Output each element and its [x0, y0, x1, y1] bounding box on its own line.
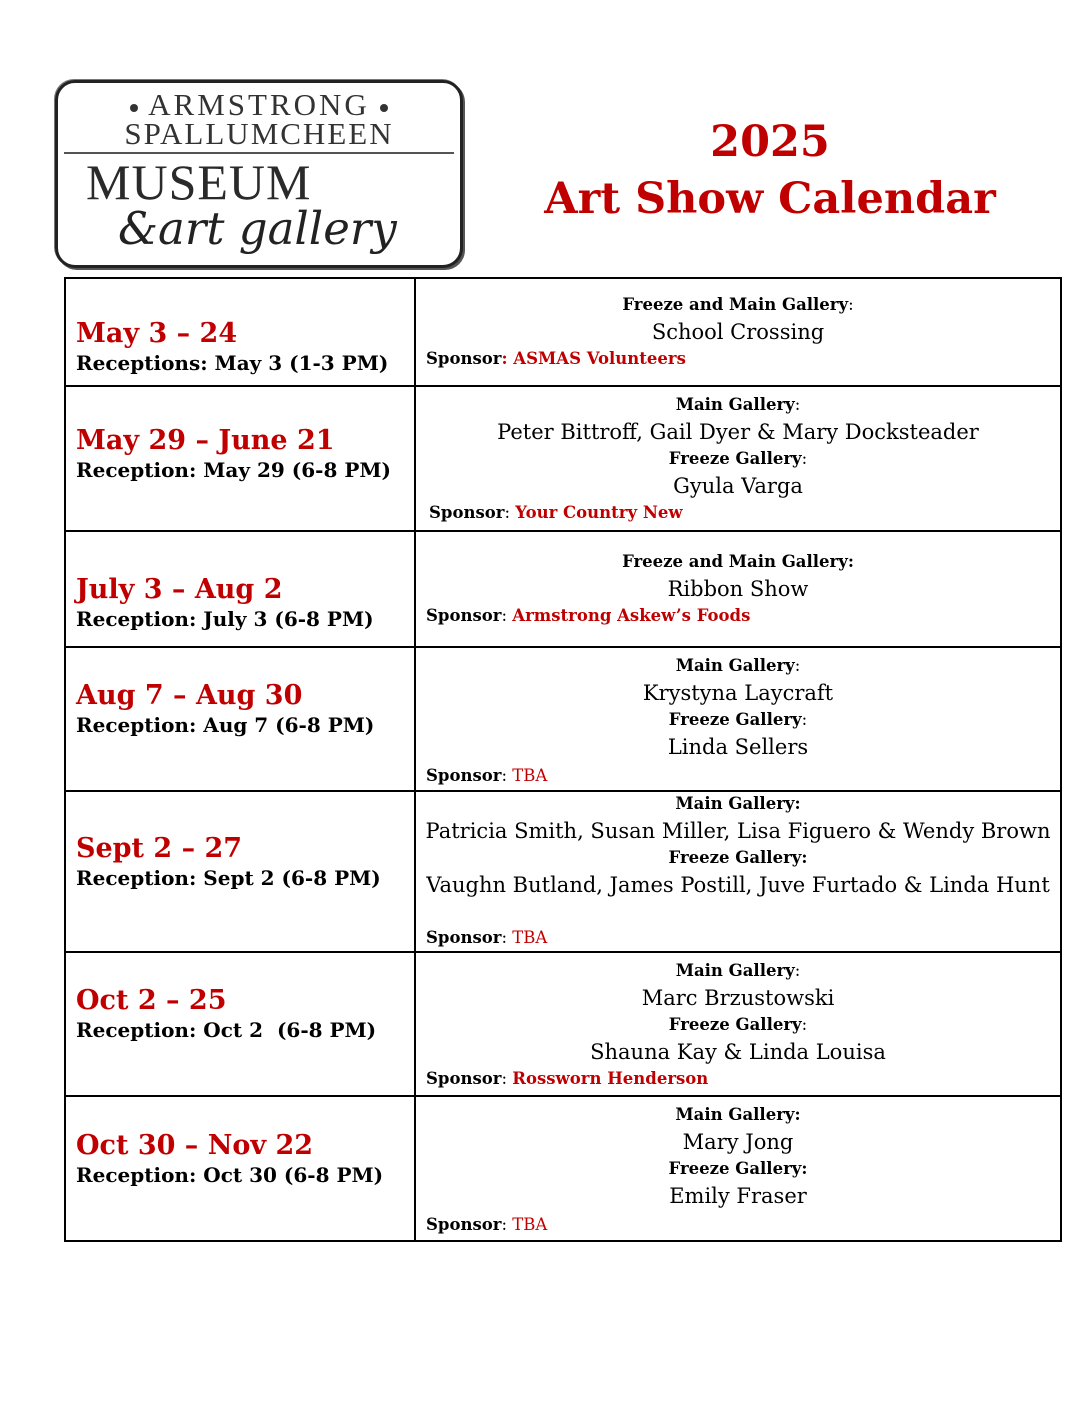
logo-line-armstrong: ARMSTRONG: [58, 89, 460, 120]
date-range: May 3 – 24: [76, 318, 238, 349]
table-row: [65, 647, 1061, 791]
show-info-cell: [415, 791, 1061, 952]
date-range: Oct 30 – Nov 22: [76, 1129, 314, 1161]
table-row: [65, 531, 1061, 647]
sponsor-line: Sponsor: Your Country New: [429, 503, 683, 522]
artist-name: Linda Sellers: [667, 735, 809, 759]
reception-time: Reception: July 3 (6-8 PM): [76, 607, 374, 631]
artist-name: Patricia Smith, Susan Miller, Lisa Figuero & Wendy Brown: [425, 819, 1051, 843]
logo-line-museum: MUSEUM: [86, 154, 312, 210]
artist-name: Mary Jong: [682, 1130, 794, 1154]
sponsor-line: Sponsor: TBA: [426, 928, 548, 947]
artist-name: Vaughn Butland, James Postill, Juve Furtado & Linda Hunt: [426, 873, 1050, 897]
artist-name: Emily Fraser: [669, 1184, 807, 1208]
page-title: Art Show Calendar: [544, 174, 996, 224]
reception-time: Reception: May 29 (6-8 PM): [76, 457, 391, 482]
date-cell: [65, 278, 415, 386]
artist-name: School Crossing: [651, 320, 825, 344]
date-cell: [65, 791, 415, 952]
artist-name: Gyula Varga: [673, 474, 803, 498]
artist-name: Ribbon Show: [667, 577, 809, 601]
reception-time: Reception: Sept 2 (6-8 PM): [76, 865, 381, 890]
date-range: May 29 – June 21: [76, 424, 335, 456]
reception-time: Reception: Oct 30 (6-8 PM): [76, 1162, 384, 1187]
date-cell: [65, 647, 415, 791]
date-range: Sept 2 – 27: [76, 832, 243, 864]
sponsor-line: Sponsor: ASMAS Volunteers: [426, 349, 686, 368]
sponsor-line: Sponsor: TBA: [426, 766, 548, 785]
reception-time: Receptions: May 3 (1-3 PM): [76, 351, 389, 375]
sponsor-line: Sponsor: Rossworn Henderson: [426, 1069, 709, 1088]
show-info-cell: [415, 531, 1061, 647]
date-range: Aug 7 – Aug 30: [76, 680, 303, 711]
date-cell: [65, 952, 415, 1096]
table-row: [65, 952, 1061, 1096]
table-row: [65, 278, 1061, 386]
show-info-cell: [415, 647, 1061, 791]
sponsor-name: TBA: [512, 766, 548, 785]
date-cell: [65, 531, 415, 647]
reception-time: Reception: Oct 2 (6-8 PM): [76, 1018, 377, 1042]
gallery-label: Freeze Gallery:: [668, 1159, 808, 1178]
reception-time: Reception: Aug 7 (6-8 PM): [76, 713, 375, 737]
gallery-label: Main Gallery:: [675, 961, 801, 980]
date-cell: [65, 386, 415, 531]
gallery-label: Freeze Gallery:: [668, 848, 808, 867]
artist-name: Peter Bittroff, Gail Dyer & Mary Docksteader: [497, 420, 979, 444]
museum-logo: [55, 80, 463, 268]
date-range: July 3 – Aug 2: [76, 574, 283, 605]
sponsor-line: Sponsor: Armstrong Askew’s Foods: [426, 606, 751, 625]
artist-name: Marc Brzustowski: [641, 986, 835, 1010]
sponsor-name: TBA: [512, 928, 548, 947]
show-info-cell: [415, 278, 1061, 386]
sponsor-name: Armstrong Askew’s Foods: [512, 606, 751, 625]
gallery-label: Main Gallery:: [675, 1105, 801, 1124]
gallery-label: Freeze and Main Gallery:: [622, 295, 854, 314]
gallery-label: Freeze Gallery:: [668, 1015, 808, 1034]
logo-line-spallumcheen: SPALLUMCHEEN: [124, 116, 394, 151]
title-year: 2025: [710, 117, 830, 167]
gallery-label: Freeze Gallery:: [668, 710, 808, 729]
show-info-cell: [415, 952, 1061, 1096]
gallery-label: Freeze Gallery:: [668, 449, 808, 468]
artist-name: Shauna Kay & Linda Louisa: [590, 1040, 886, 1064]
table-row: [65, 791, 1061, 952]
logo-dot-left: [130, 104, 138, 112]
gallery-label: Main Gallery:: [675, 794, 801, 813]
table-row: [65, 1096, 1061, 1241]
sponsor-name: Rossworn Henderson: [512, 1069, 709, 1088]
sponsor-name: Your Country New: [515, 503, 683, 522]
show-info-cell: [415, 386, 1061, 531]
gallery-label: Main Gallery:: [675, 656, 801, 675]
date-range: Oct 2 – 25: [76, 985, 227, 1016]
table-row: [65, 386, 1061, 531]
logo-dot-right: [380, 104, 388, 112]
show-info-cell: [415, 1096, 1061, 1241]
gallery-label: Main Gallery:: [675, 395, 801, 414]
calendar-table: [64, 277, 1062, 1242]
sponsor-line: Sponsor: TBA: [426, 1215, 548, 1234]
logo-line-art-gallery: &art gallery: [118, 202, 397, 255]
artist-name: Krystyna Laycraft: [642, 681, 834, 705]
date-cell: [65, 1096, 415, 1241]
sponsor-name: : ASMAS Volunteers: [501, 349, 686, 368]
sponsor-name: TBA: [512, 1215, 548, 1234]
gallery-label: Freeze and Main Gallery:: [622, 552, 854, 571]
